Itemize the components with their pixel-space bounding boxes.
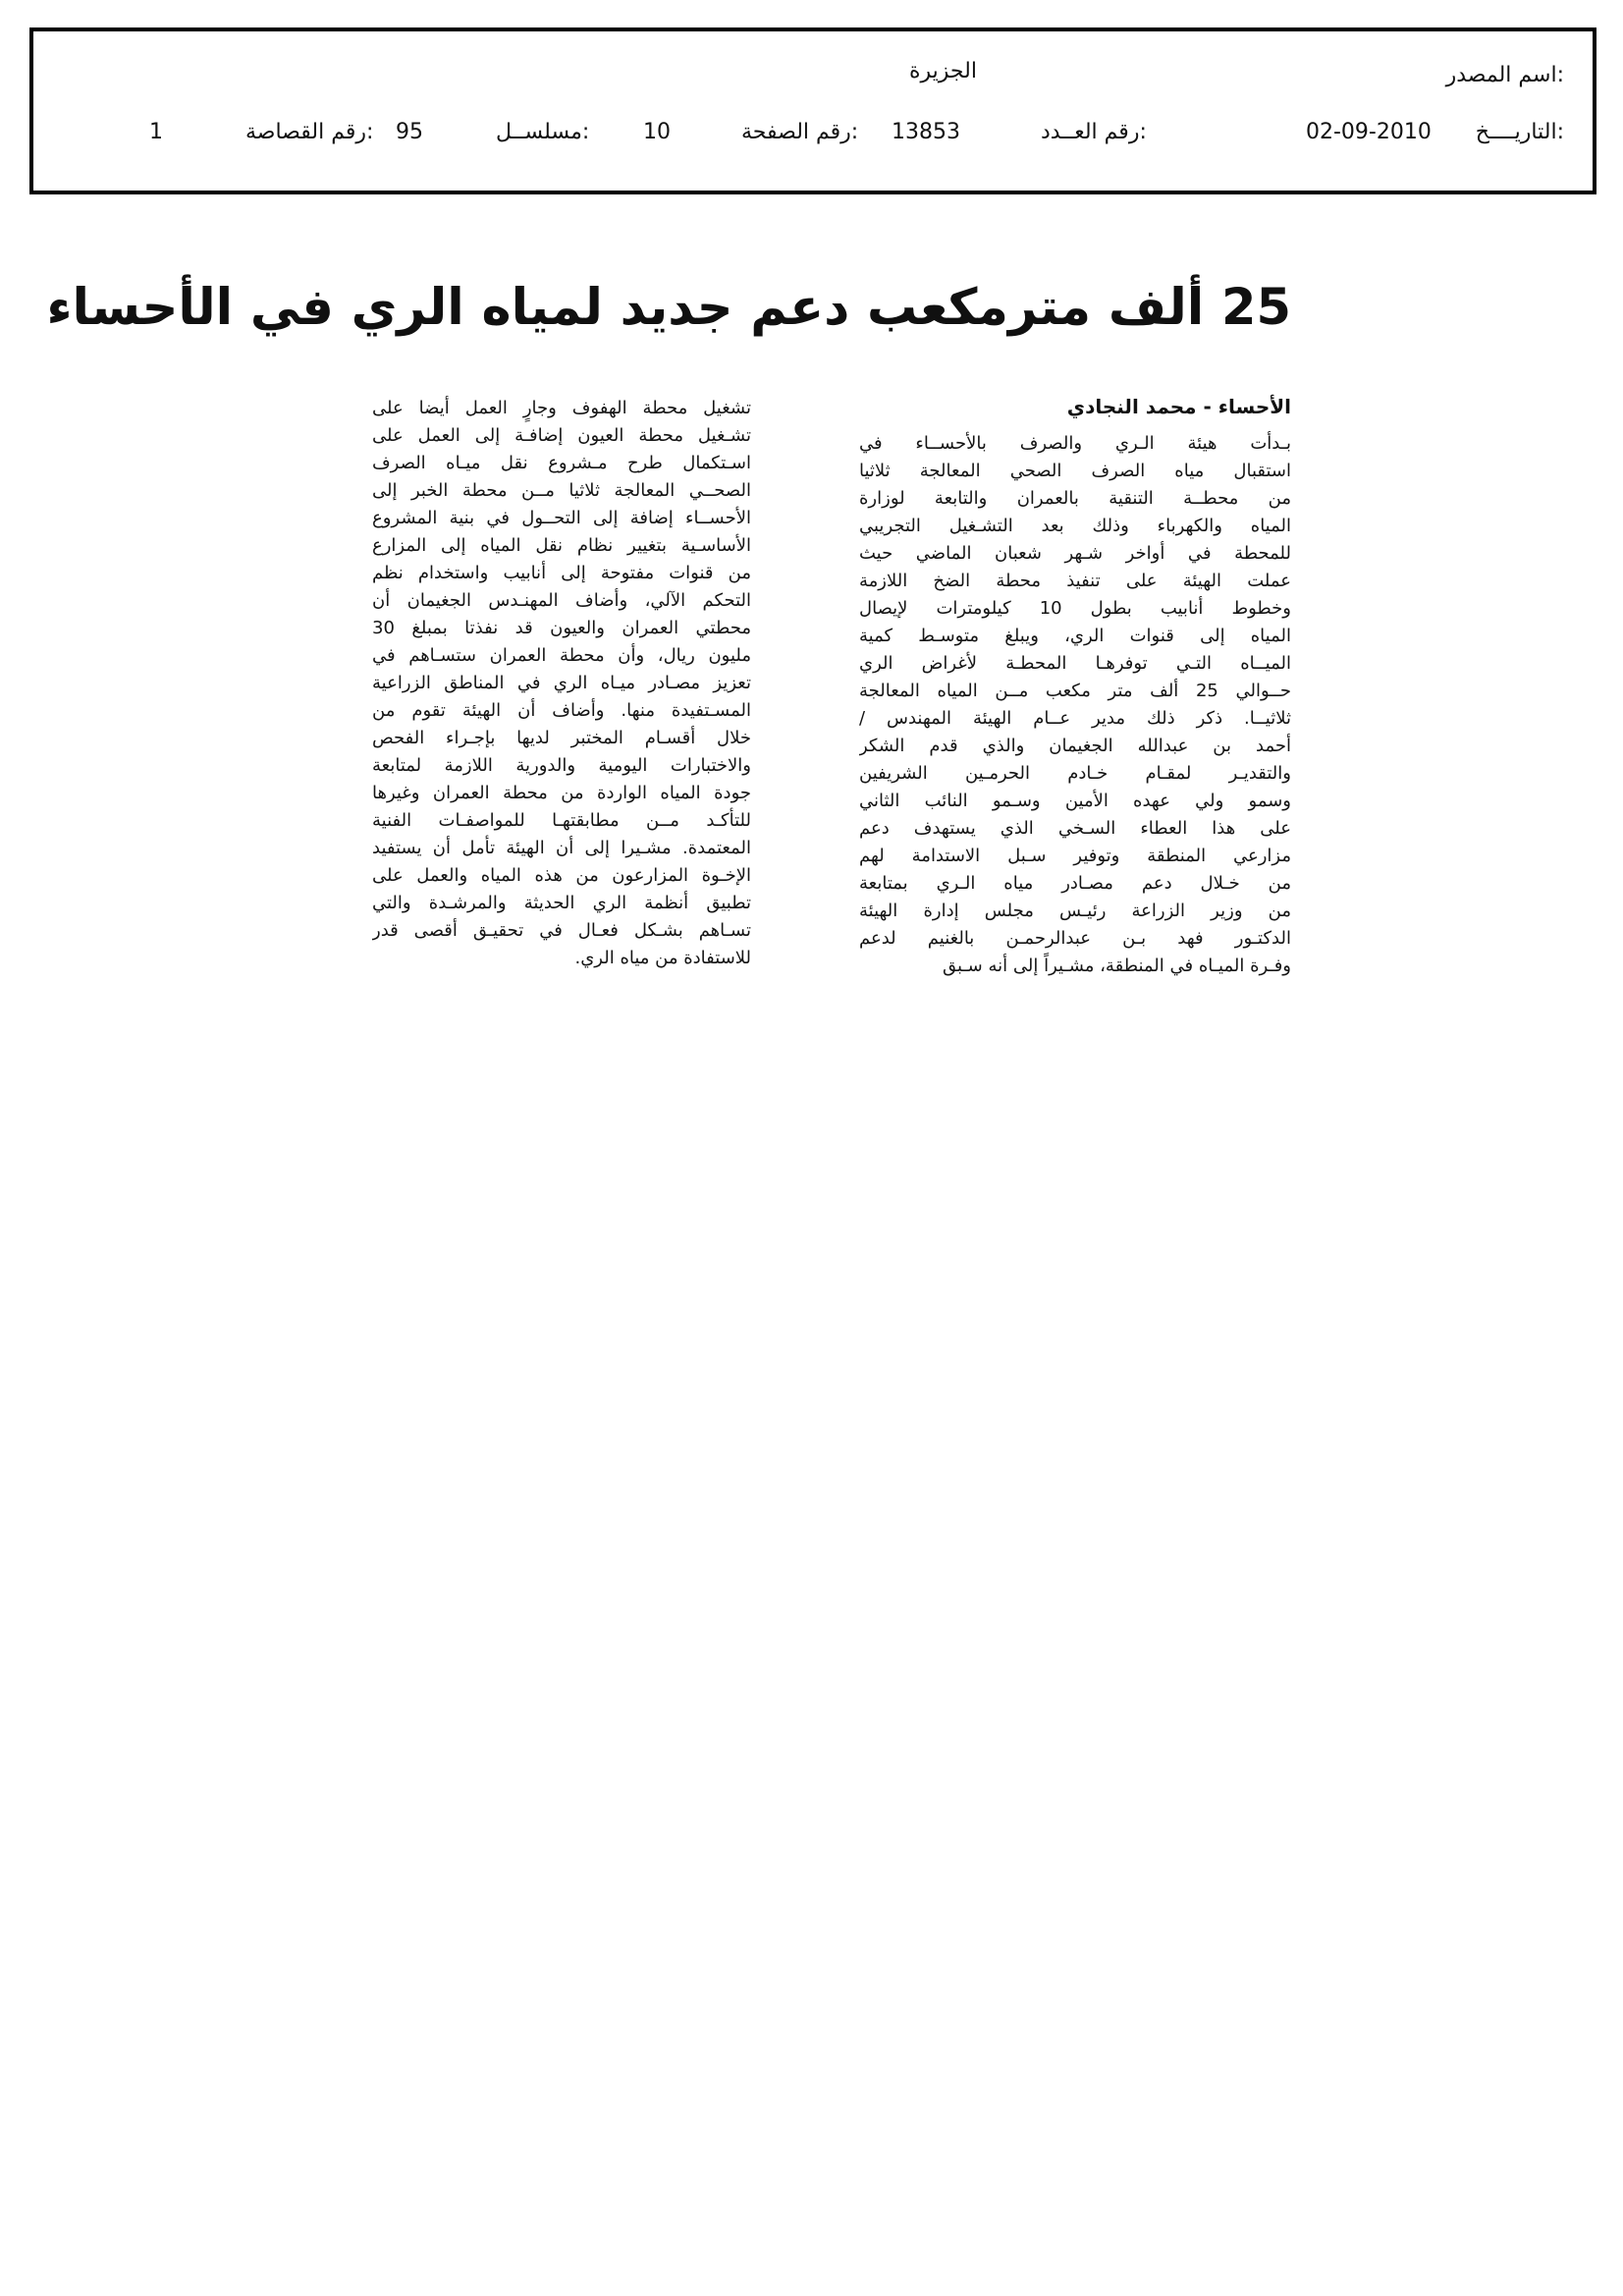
article-line: الدكتـور فهد بـن عبدالرحمـن بالغنيم لدعم [859,928,1291,949]
article-line: المياه إلى قنوات الري، ويبلغ متوسـط كمية [859,626,1291,646]
article-line: تشـغيل محطة العيون إضافـة إلى العمل على [372,425,751,446]
article-line: تسـاهم بشـكل فعـال في تحقيـق أقصى قدر [372,920,751,941]
article-line: الميــاه التـي توفرهـا المحطـة لأغراض الري [859,653,1291,674]
article-line: مزارعي المنطقة وتوفير سـبل الاستدامة لهم [859,846,1291,866]
article-line: للتأكـد مــن مطابقتهـا للمواصفـات الفنية [372,810,751,831]
article-line: والاختبارات اليومية والدورية اللازمة لمتابعة [372,755,751,776]
serial-label: مسلســل: [496,120,590,144]
source-label: اسم المصدر: [1445,63,1564,87]
article-line: من محطــة التنقية بالعمران والتابعة لوزارة [859,488,1291,509]
issue-value: 13853 [892,120,960,144]
clip-value: 1 [149,120,163,144]
article-line: مليون ريال، وأن محطة العمران ستسـاهم في [372,645,751,666]
serial-value: 95 [396,120,423,144]
article-line: الأحســاء إضافة إلى التحــول في بنية المشروع [372,508,751,528]
article-line: وسمو ولي عهده الأمين وسـمو النائب الثاني [859,791,1291,811]
article-line: من قنوات مفتوحة إلى أنابيب واستخدام نظم [372,563,751,583]
article-line: الإخـوة المزارعون من هذه المياه والعمل على [372,865,751,886]
article-line: تطبيق أنظمة الري الحديثة والمرشـدة والتي [372,893,751,913]
article-line: جودة المياه الواردة من محطة العمران وغيرها [372,783,751,803]
article-line: للاستفادة من مياه الري. [574,948,751,968]
article-line: الأساسـية بتغيير نظام نقل المياه إلى المزارع [372,535,751,556]
article-line: للمحطة في أواخر شـهر شعبان الماضي حيث [859,543,1291,564]
article-line: استقبال مياه الصرف الصحي المعالجة ثلاثيا [859,461,1291,481]
date-label: التاريــــخ: [1475,120,1564,144]
article-column-right [859,430,1291,980]
issue-label: رقم العــدد: [1041,120,1147,144]
article-line: المياه والكهرباء وذلك بعد التشـغيل التجريبي [859,516,1291,536]
article-line: والتقديـر لمقـام خـادم الحرمـين الشريفين [859,763,1291,784]
article-line: تعزيز مصـادر ميـاه الري في المناطق الزراعية [372,673,751,693]
article-line: محطتي العمران والعيون قد نفذتا بمبلغ 30 [372,618,751,638]
page-value: 10 [643,120,671,144]
article-line: عملت الهيئة على تنفيذ محطة الضخ اللازمة [859,571,1291,591]
article-line: وخطوط أنابيب بطول 10 كيلومترات لإيصال [859,598,1291,619]
article-byline: الأحساء - محمد النجادي [1066,395,1291,418]
article-line: التحكم الآلي، وأضاف المهنـدس الجغيمان أن [372,590,751,611]
article-line: تشغيل محطة الهفوف وجارٍ العمل أيضا على [372,398,751,418]
article-column-left [372,395,751,972]
article-line: وفـرة الميـاه في المنطقة، مشـيراً إلى أنه سـبق [942,956,1291,976]
clip-label: رقم القصاصة: [245,120,374,144]
article-line: من خـلال دعم مصـادر مياه الـري بمتابعة [859,873,1291,894]
article-line: المعتمدة. مشـيرا إلى أن الهيئة تأمل أن يستفيد [372,838,751,858]
clipping-header-box [29,27,1596,194]
article-line: أحمد بن عبدالله الجغيمان والذي قدم الشكر [859,736,1291,756]
article-line: ثلاثيــا. ذكر ذلك مدير عــام الهيئة المهندس / [859,708,1291,729]
article-line: الصحــي المعالجة ثلاثيا مــن محطة الخبر إلى [372,480,751,501]
article-line: بـدأت هيئة الـري والصرف بالأحســاء في [859,433,1291,454]
source-value: الجزيرة [909,59,977,83]
article-line: حــوالي 25 ألف متر مكعب مــن المياه المعالجة [859,681,1291,701]
article-line: اسـتكمال طرح مـشروع نقل ميـاه الصرف [372,453,751,473]
article-line: خلال أقسـام المختبر لديها بإجـراء الفحص [372,728,751,748]
article-title: 25 ألف مترمكعب دعم جديد لمياه الري في الأحساء [46,279,1291,337]
date-value: 02-09-2010 [1306,120,1432,144]
article-line: من وزير الزراعة رئيـس مجلس إدارة الهيئة [859,901,1291,921]
article-line: المسـتفيدة منها. وأضاف أن الهيئة تقوم من [372,700,751,721]
article-line: على هذا العطاء السـخي الذي يستهدف دعم [859,818,1291,839]
page-label: رقم الصفحة: [741,120,859,144]
